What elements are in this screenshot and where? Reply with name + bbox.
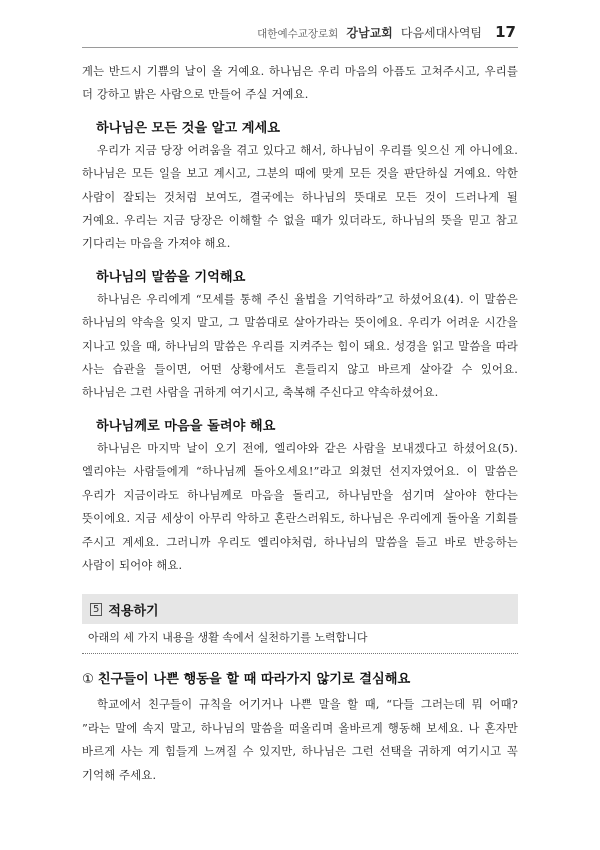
point-title-text: 친구들이 나쁜 행동을 할 때 따라가지 않기로 결심해요 bbox=[97, 672, 411, 688]
section-remember-word bbox=[82, 266, 518, 405]
section-body: 하나님은 우리에게 “모세를 통해 주신 율법을 기억하라”고 하셨어요(4). 이 말씀은 하나님의 약속을 잊지 말고, 그 말씀대로 살아가라는 뜻이에요. 우리가 어려운 시간을 지나고 있을 때, 하나님의 말씀은 우리를 지켜주는 힘이 돼요. 성경을 읽고 말씀을 따라 사는 습관을 들이면, 어떤 상황에서도 흔들리지 않고 바르게 살아갈 수 있어요. 하나님은 그런 사람을 귀하게 여기시고, 축복해 주신다고 약속하셨어요. bbox=[82, 292, 518, 400]
header-organization: 대한예수교장로회 bbox=[257, 28, 339, 40]
section-title: 하나님께로 마음을 돌려야 해요 bbox=[96, 418, 276, 434]
apply-description: 아래의 세 가지 내용을 생활 속에서 실천하기를 노력합니다 bbox=[88, 631, 368, 645]
section-title: 하나님은 모든 것을 알고 계세요 bbox=[96, 120, 280, 136]
section-body: 하나님은 마지막 날이 오기 전에, 엘리야와 같은 사람을 보내겠다고 하셨어요(5). 엘리야는 사람들에게 “하나님께 돌아오세요!”라고 외쳤던 선지자였어요. 이 말씀은 우리가 지금이라도 하나님께로 마음을 돌리고, 하나님만을 섬기며 살아야 한다는 뜻이에요. 지금 세상이 아무리 악하고 혼란스러워도, 하나님은 우리에게 돌아올 기회를 주시고 계세요. 그러니까 우리도 엘리야처럼, 하나님의 말씀을 듣고 바로 반응하는 사람이 되어야 해요. bbox=[82, 441, 518, 572]
header-department: 다음세대사역팀 bbox=[400, 26, 483, 40]
header-church: 강남교회 bbox=[346, 26, 393, 40]
section-title: 하나님의 말씀을 기억해요 bbox=[96, 269, 246, 285]
header-divider bbox=[82, 47, 518, 48]
apply-section-header bbox=[82, 594, 518, 624]
page-header bbox=[0, 22, 516, 41]
section-turn-heart bbox=[82, 415, 518, 577]
page-number: 17 bbox=[495, 23, 516, 41]
apply-title: 적용하기 bbox=[108, 603, 159, 619]
apply-point-1 bbox=[82, 668, 518, 787]
circled-number-one: ① bbox=[82, 672, 94, 688]
dotted-divider bbox=[82, 653, 518, 654]
section-all-knowing bbox=[82, 117, 518, 256]
main-content bbox=[82, 60, 518, 787]
intro-paragraph: 게는 반드시 기쁨의 날이 올 거예요. 하나님은 우리 마음의 아픔도 고쳐주시고, 우리를 더 강하고 밝은 사람으로 만들어 주실 거예요. bbox=[82, 65, 518, 102]
point-body: 학교에서 친구들이 규칙을 어기거나 나쁜 말을 할 때, “다들 그러는데 뭐 어때? ”라는 말에 속지 말고, 하나님의 말씀을 떠올리며 올바르게 행동해 보세요. 나 혼자만 바르게 사는 게 힘들게 느껴질 수 있지만, 하나님은 그런 선택을 귀하게 여기시고 꼭 기억해 주세요. bbox=[82, 698, 518, 782]
apply-number-box: 5 bbox=[90, 603, 102, 616]
point-title bbox=[82, 668, 518, 687]
section-body: 우리가 지금 당장 어려움을 겪고 있다고 해서, 하나님이 우리를 잊으신 게 아니에요. 하나님은 모든 일을 보고 계시고, 그분의 때에 맞게 모든 것을 판단하실 거예요. 악한 사람이 잘되는 것처럼 보여도, 결국에는 하나님의 뜻대로 모든 것이 드러나게 될 거예요. 우리는 지금 당장은 이해할 수 없을 때가 있더라도, 하나님의 뜻을 믿고 참고 기다리는 마음을 가져야 해요. bbox=[82, 143, 518, 251]
